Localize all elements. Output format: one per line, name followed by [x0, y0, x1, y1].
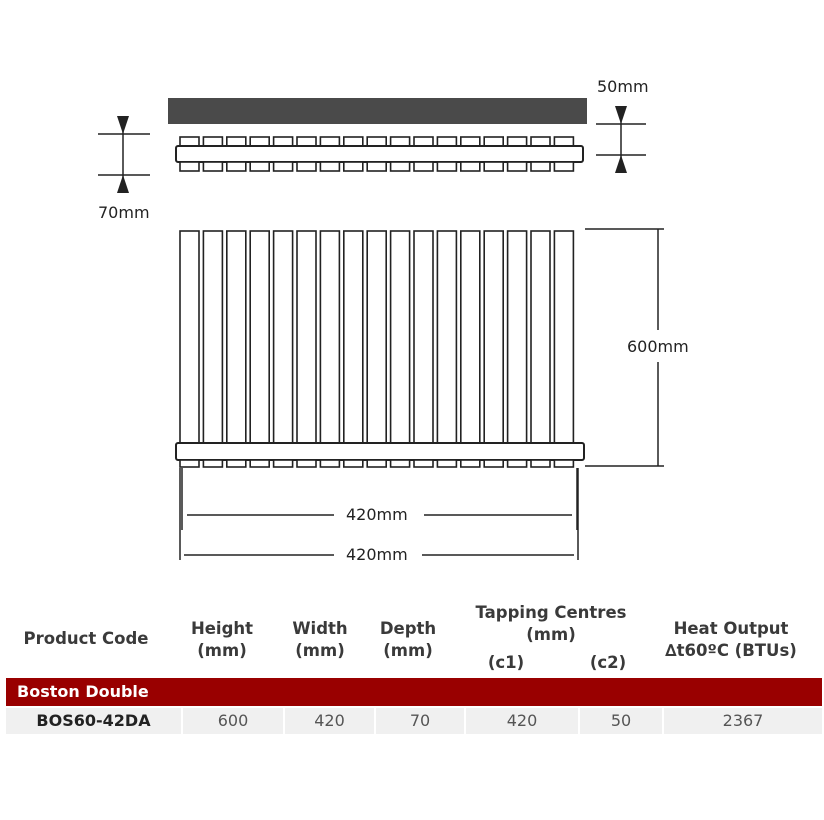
- front-view-tube-end: [461, 460, 480, 467]
- top-view-tube: [554, 137, 573, 146]
- tapping-c2-label: 50mm: [597, 77, 649, 96]
- front-view-tube: [180, 231, 199, 443]
- header-depth-line2: (mm): [383, 641, 433, 660]
- header-height-line1: Height: [190, 619, 254, 638]
- top-view-tube-lower: [508, 162, 527, 171]
- front-view-tube-end: [180, 460, 199, 467]
- front-view-tube-end: [203, 460, 222, 467]
- top-view-tube: [274, 137, 293, 146]
- top-view-tube: [203, 137, 222, 146]
- top-view-tube: [531, 137, 550, 146]
- front-view-header: [176, 443, 584, 460]
- cell-height: 600: [183, 708, 283, 734]
- front-view-tube-end: [297, 460, 316, 467]
- wall-bar: [168, 98, 587, 124]
- front-view-tube: [227, 231, 246, 443]
- top-view-tube: [227, 137, 246, 146]
- front-view-tube: [203, 231, 222, 443]
- top-view-tube-lower: [297, 162, 316, 171]
- top-view-tube-lower: [227, 162, 246, 171]
- front-view-tube-end: [344, 460, 363, 467]
- top-view-tube-lower: [367, 162, 386, 171]
- top-view-tube-lower: [554, 162, 573, 171]
- front-view-tube: [531, 231, 550, 443]
- cell-width: 420: [285, 708, 374, 734]
- front-view-tube-end: [437, 460, 456, 467]
- width-label: 420mm: [346, 505, 408, 524]
- header-heat-output: [646, 618, 816, 662]
- height-label: 600mm: [627, 337, 689, 356]
- table-row: [6, 708, 822, 734]
- header-width: [284, 618, 356, 662]
- top-view-tube-lower: [461, 162, 480, 171]
- front-view-tube: [250, 231, 269, 443]
- top-view-tube: [437, 137, 456, 146]
- front-view-tube: [367, 231, 386, 443]
- header-c1: (c1): [487, 653, 525, 672]
- top-view-tubes-lower: [180, 162, 573, 171]
- front-view-tube-end: [227, 460, 246, 467]
- cell-c1: 420: [466, 708, 578, 734]
- top-view-header: [176, 146, 583, 162]
- top-view-tube: [461, 137, 480, 146]
- front-view-tube: [508, 231, 527, 443]
- depth-dimension: [98, 116, 150, 193]
- front-view-tube: [320, 231, 339, 443]
- top-view-tube-lower: [180, 162, 199, 171]
- header-heat-line2: ∆t60ºC (BTUs): [665, 641, 797, 660]
- front-view-tube: [391, 231, 410, 443]
- top-view-tube-lower: [414, 162, 433, 171]
- top-view-tube: [484, 137, 503, 146]
- top-view-tube-lower: [484, 162, 503, 171]
- cell-heat-output: 2367: [664, 708, 822, 734]
- top-view-tube: [297, 137, 316, 146]
- front-view-tube-end: [554, 460, 573, 467]
- depth-label: 70mm: [98, 203, 150, 222]
- header-tapping-line1: Tapping Centres: [475, 603, 627, 622]
- header-width-line1: Width: [292, 619, 348, 638]
- top-view-tube-lower: [391, 162, 410, 171]
- front-view-tube-end: [508, 460, 527, 467]
- cell-depth: 70: [376, 708, 464, 734]
- top-view-tube-lower: [344, 162, 363, 171]
- header-depth: [372, 618, 444, 662]
- front-view-tube: [461, 231, 480, 443]
- top-view-tube-lower: [203, 162, 222, 171]
- top-view-tube-lower: [437, 162, 456, 171]
- header-product-code: Product Code: [23, 629, 149, 648]
- top-view-tube-lower: [274, 162, 293, 171]
- header-width-line2: (mm): [295, 641, 345, 660]
- table-header: [6, 598, 822, 678]
- front-view-tube-end: [484, 460, 503, 467]
- top-view-tube-lower: [320, 162, 339, 171]
- top-view-tube: [391, 137, 410, 146]
- cell-product-code: BOS60-42DA: [6, 708, 181, 734]
- series-name-bar: Boston Double: [6, 678, 822, 706]
- tapping-c1-label: 420mm: [346, 545, 408, 564]
- top-view-tubes: [180, 137, 573, 146]
- front-view-tube-end: [274, 460, 293, 467]
- top-view-tube-lower: [531, 162, 550, 171]
- front-view-tube: [437, 231, 456, 443]
- header-height-line2: (mm): [197, 641, 247, 660]
- spec-table: [6, 598, 822, 730]
- cell-c2: 50: [580, 708, 662, 734]
- front-view-tube: [344, 231, 363, 443]
- top-view-tube: [367, 137, 386, 146]
- top-view-tube: [508, 137, 527, 146]
- top-view-tube: [344, 137, 363, 146]
- front-view-tube: [554, 231, 573, 443]
- tapping-c2-dimension: [596, 106, 646, 173]
- header-heat-line1: Heat Output: [673, 619, 789, 638]
- header-height: [186, 618, 258, 662]
- front-view-tube: [414, 231, 433, 443]
- front-view-tube-ends: [180, 460, 573, 467]
- top-view-tube: [180, 137, 199, 146]
- front-view-tube: [274, 231, 293, 443]
- front-view-tube: [297, 231, 316, 443]
- front-view-tubes: [180, 231, 573, 443]
- front-view-tube-end: [320, 460, 339, 467]
- header-tapping-centres: [466, 602, 636, 646]
- header-c2: (c2): [589, 653, 627, 672]
- top-view-tube: [320, 137, 339, 146]
- front-view-tube-end: [250, 460, 269, 467]
- front-view-tube-end: [391, 460, 410, 467]
- top-view-tube-lower: [250, 162, 269, 171]
- front-view-tube-end: [414, 460, 433, 467]
- header-tapping-line2: (mm): [526, 625, 576, 644]
- front-view-tube-end: [367, 460, 386, 467]
- header-depth-line1: Depth: [379, 619, 437, 638]
- front-view-tube-end: [531, 460, 550, 467]
- top-view-tube: [414, 137, 433, 146]
- top-view-tube: [250, 137, 269, 146]
- front-view-tube: [484, 231, 503, 443]
